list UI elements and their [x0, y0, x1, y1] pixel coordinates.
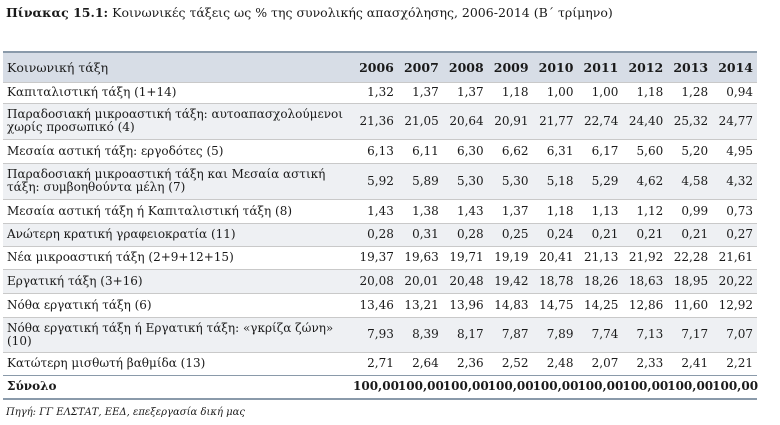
table-number: Πίνακας 15.1: [6, 5, 109, 20]
cell-value: 0,21 [591, 227, 619, 241]
header-year: 2008 [448, 59, 484, 75]
cell-value: 7,13 [636, 327, 664, 341]
cell-value: 6,13 [367, 143, 394, 158]
cell-value: 18,63 [628, 273, 664, 288]
cell-value: 5,89 [412, 173, 439, 188]
table-row [3, 223, 757, 246]
cell-value: 20,91 [494, 113, 529, 128]
table-row [3, 317, 757, 352]
cell-value: 14,75 [539, 297, 574, 312]
table-row [3, 82, 757, 103]
cell-value: 0,21 [636, 227, 664, 241]
cell-value: 14,83 [494, 297, 529, 312]
table-row [3, 352, 757, 375]
row-label: Παραδοσιακή μικροαστική τάξη και Μεσαία αστική τάξη: συμβοηθούντα μέλη (7) [7, 167, 326, 194]
total-value: 100,00 [442, 379, 489, 394]
total-value: 100,00 [577, 379, 624, 394]
cell-value: 5,60 [636, 143, 664, 158]
cell-value: 2,48 [546, 356, 574, 370]
cell-value: 8,17 [456, 327, 484, 341]
cell-value: 1,18 [501, 85, 529, 99]
total-value: 100,00 [353, 379, 399, 394]
row-label: Νόθα εργατική τάξη (6) [7, 297, 152, 312]
row-label: Καπιταλιστική τάξη (1+14) [7, 85, 177, 99]
cell-value: 5,20 [681, 143, 709, 158]
source-note: Πηγή: ΓΓ ΕΛΣΤΑΤ, ΕΕΔ, επεξεργασία δική μας [6, 407, 245, 418]
cell-value: 2,41 [681, 356, 709, 370]
table-row [3, 103, 757, 139]
cell-value: 24,77 [718, 113, 754, 128]
cell-value: 20,08 [359, 273, 394, 288]
cell-value: 7,87 [501, 327, 529, 341]
cell-value: 13,46 [359, 297, 394, 312]
header-year: 2009 [493, 59, 529, 75]
cell-value: 7,89 [546, 327, 574, 341]
cell-value: 0,73 [726, 203, 754, 218]
cell-value: 12,92 [718, 297, 754, 312]
cell-value: 1,38 [412, 203, 439, 218]
table-row [3, 293, 757, 317]
table-title [6, 5, 613, 20]
cell-value: 5,30 [456, 173, 484, 188]
cell-value: 1,18 [636, 85, 664, 99]
cell-value: 1,37 [412, 85, 439, 99]
cell-value: 13,21 [404, 297, 439, 312]
cell-value: 20,22 [718, 273, 754, 288]
cell-value: 24,40 [628, 113, 664, 128]
cell-value: 1,28 [681, 85, 709, 99]
cell-value: 21,36 [359, 113, 394, 128]
cell-value: 12,86 [628, 297, 664, 312]
cell-value: 19,71 [449, 250, 484, 264]
cell-value: 0,27 [726, 227, 754, 241]
table-row [3, 199, 757, 223]
table-row [3, 269, 757, 293]
header-year: 2012 [628, 59, 664, 75]
table-row [3, 246, 757, 269]
total-value: 100,00 [487, 379, 534, 394]
cell-value: 6,30 [456, 143, 484, 158]
cell-value: 1,00 [546, 85, 574, 99]
cell-value: 22,28 [673, 250, 709, 264]
cell-value: 2,21 [726, 356, 754, 370]
row-label: Εργατική τάξη (3+16) [7, 273, 143, 288]
cell-value: 14,25 [583, 297, 619, 312]
cell-value: 1,32 [367, 85, 394, 99]
cell-value: 19,42 [494, 273, 529, 288]
cell-value: 0,99 [681, 203, 709, 218]
cell-value: 11,60 [673, 297, 709, 312]
table-row [3, 139, 757, 163]
header-row [3, 53, 757, 82]
cell-value: 19,37 [359, 250, 394, 264]
cell-value: 5,92 [367, 173, 394, 188]
cell-value: 25,32 [673, 113, 709, 128]
total-row [3, 375, 757, 399]
total-value: 100,00 [397, 379, 444, 394]
cell-value: 8,39 [412, 327, 439, 341]
cell-value: 0,94 [726, 85, 754, 99]
row-label: Ανώτερη κρατική γραφειοκρατία (11) [7, 227, 236, 241]
cell-value: 1,37 [456, 85, 484, 99]
cell-value: 5,18 [546, 173, 574, 188]
cell-value: 7,93 [367, 327, 394, 341]
cell-value: 5,29 [591, 173, 619, 188]
cell-value: 0,28 [367, 227, 394, 241]
cell-value: 4,62 [636, 173, 664, 188]
cell-value: 1,37 [501, 203, 529, 218]
cell-value: 2,52 [501, 356, 529, 370]
header-year: 2014 [718, 59, 754, 75]
total-value: 100,00 [532, 379, 579, 394]
header-year: 2006 [359, 59, 394, 75]
cell-value: 20,01 [404, 273, 439, 288]
total-value: 100,00 [667, 379, 714, 394]
header-year: 2007 [403, 59, 439, 75]
table-row [3, 163, 757, 199]
cell-value: 20,41 [539, 250, 574, 264]
row-label: Κατώτερη μισθωτή βαθμίδα (13) [7, 356, 206, 370]
row-label: Μεσαία αστική τάξη ή Καπιταλιστική τάξη (8) [7, 203, 293, 218]
row-label: Νόθα εργατική τάξη ή Εργατική τάξη: «γκρίζα ζώνη» (10) [7, 320, 334, 348]
cell-value: 2,64 [412, 356, 439, 370]
row-label: Μεσαία αστική τάξη: εργοδότες (5) [7, 143, 224, 158]
cell-value: 1,13 [591, 203, 619, 218]
cell-value: 1,18 [546, 203, 574, 218]
cell-value: 2,07 [591, 356, 619, 370]
cell-value: 18,95 [673, 273, 709, 288]
header-label: Κοινωνική τάξη [7, 59, 109, 75]
cell-value: 20,64 [449, 113, 484, 128]
cell-value: 6,62 [501, 143, 529, 158]
cell-value: 0,25 [501, 227, 529, 241]
row-label: Παραδοσιακή μικροαστική τάξη: αυτοαπασχολούμενοι χωρίς προσωπικό (4) [7, 107, 343, 134]
cell-value: 6,11 [412, 143, 439, 158]
cell-value: 4,95 [726, 143, 754, 158]
cell-value: 18,26 [583, 273, 619, 288]
cell-value: 7,74 [591, 327, 619, 341]
cell-value: 4,32 [726, 173, 754, 188]
cell-value: 2,71 [367, 356, 394, 370]
cell-value: 19,19 [494, 250, 529, 264]
cell-value: 21,61 [718, 250, 754, 264]
row-label: Νέα μικροαστική τάξη (2+9+12+15) [7, 250, 234, 264]
cell-value: 0,31 [412, 227, 439, 241]
cell-value: 19,63 [404, 250, 439, 264]
table-body [3, 82, 757, 399]
header-year: 2013 [673, 59, 709, 75]
cell-value: 1,43 [367, 203, 394, 218]
cell-value: 18,78 [539, 273, 574, 288]
cell-value: 21,77 [539, 113, 574, 128]
total-value: 100,00 [622, 379, 669, 394]
cell-value: 6,31 [546, 143, 574, 158]
cell-value: 20,48 [449, 273, 484, 288]
cell-value: 6,17 [591, 143, 619, 158]
cell-value: 1,43 [456, 203, 484, 218]
header-year: 2010 [538, 59, 574, 75]
total-label: Σύνολο [7, 379, 57, 394]
cell-value: 0,28 [456, 227, 484, 241]
cell-value: 1,12 [636, 203, 664, 218]
cell-value: 2,33 [636, 356, 664, 370]
cell-value: 0,21 [681, 227, 709, 241]
cell-value: 2,36 [456, 356, 484, 370]
cell-value: 7,17 [681, 327, 709, 341]
header-year: 2011 [583, 59, 619, 75]
cell-value: 7,07 [726, 327, 754, 341]
cell-value: 13,96 [449, 297, 484, 312]
cell-value: 1,00 [591, 85, 619, 99]
cell-value: 5,30 [501, 173, 529, 188]
cell-value: 4,58 [681, 173, 709, 188]
cell-value: 21,92 [628, 250, 664, 264]
table-caption: Κοινωνικές τάξεις ως % της συνολικής απασχόλησης, 2006-2014 (Β΄ τρίμηνο) [108, 5, 613, 20]
cell-value: 0,24 [546, 227, 574, 241]
cell-value: 21,05 [404, 113, 439, 128]
cell-value: 21,13 [583, 250, 619, 264]
social-class-table [3, 53, 757, 400]
total-value: 100,00 [712, 379, 759, 394]
cell-value: 22,74 [583, 113, 619, 128]
